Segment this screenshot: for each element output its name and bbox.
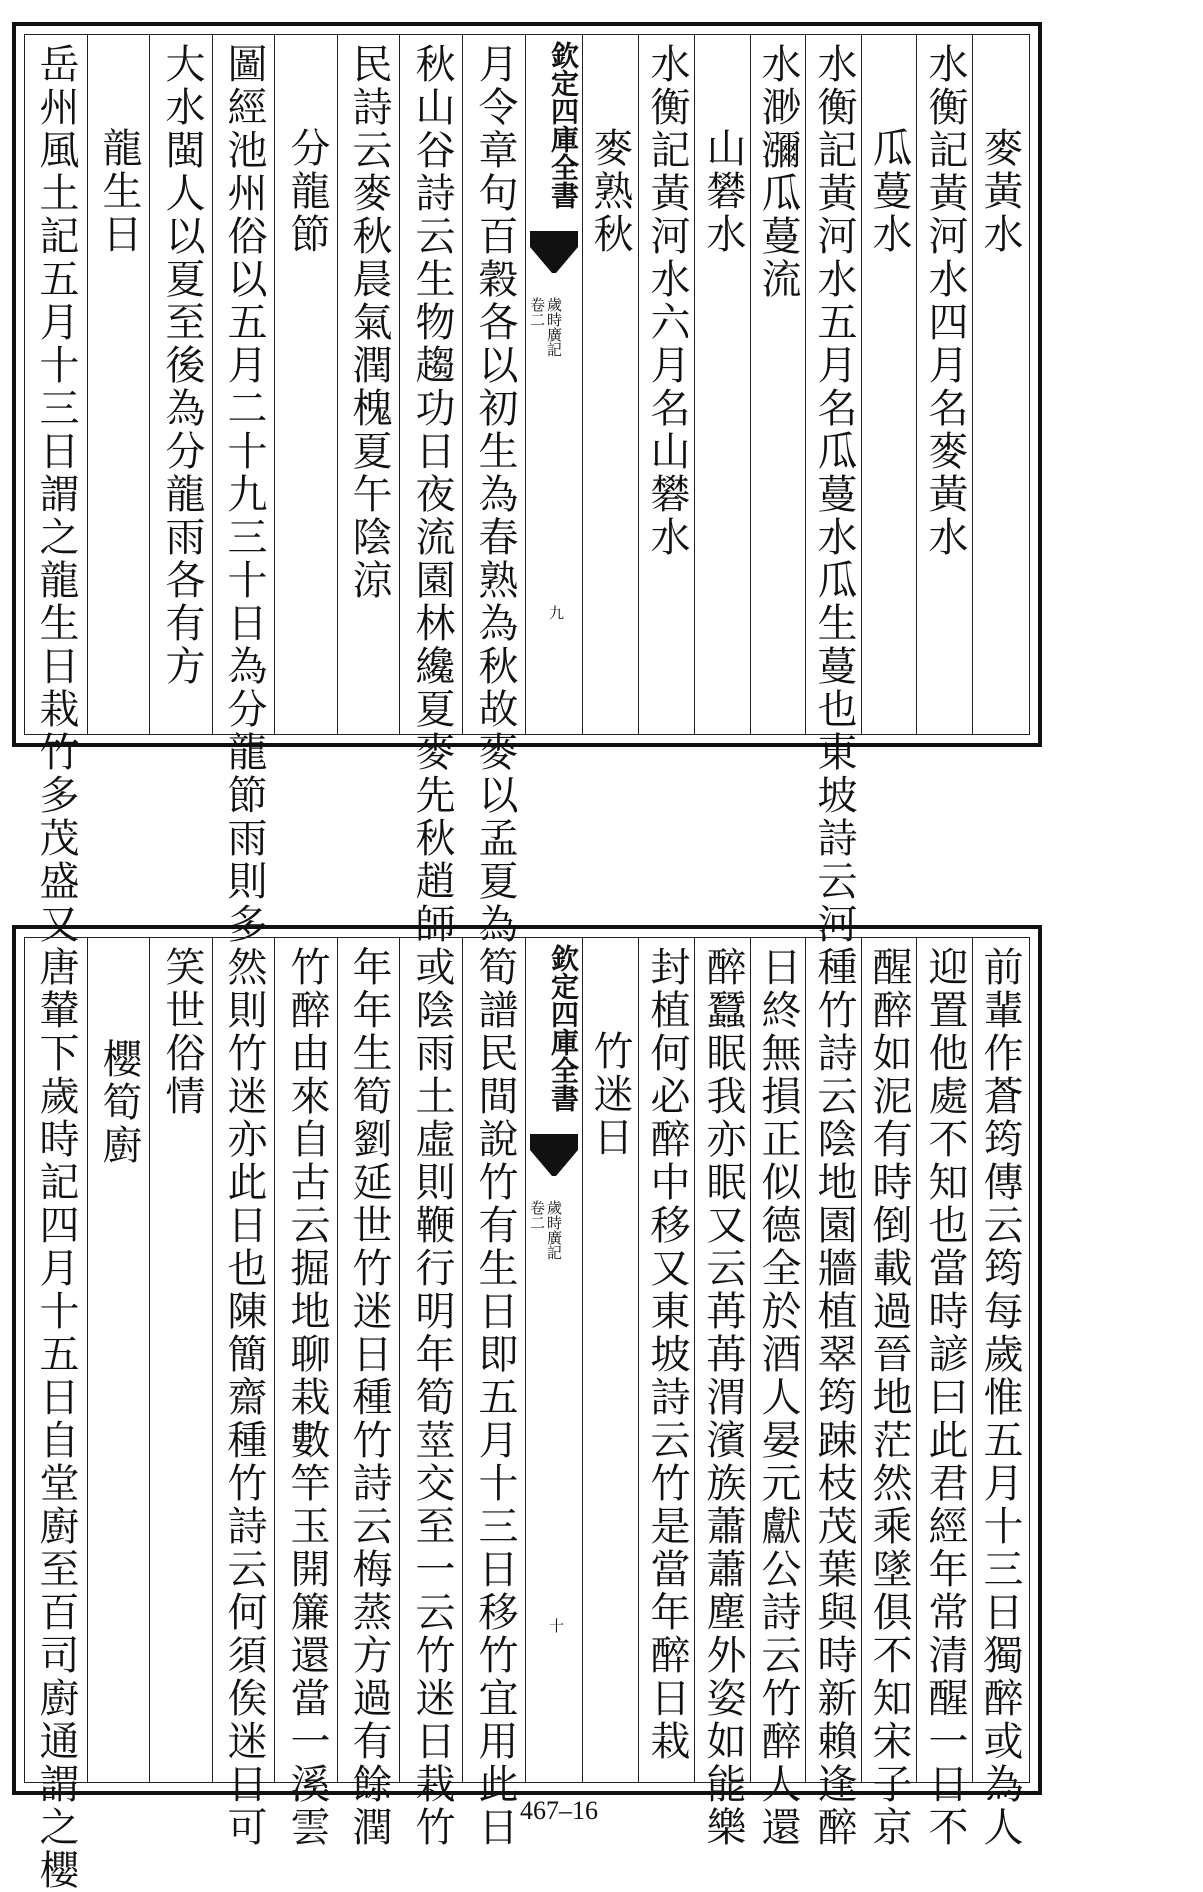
column-text: 然則竹迷亦此日也陳簡齋種竹詩云何須俟迷日可	[221, 946, 267, 1849]
text-column	[462, 938, 525, 1849]
text-column	[337, 938, 399, 1849]
column-text: 竹迷日	[587, 1030, 633, 1159]
text-column	[87, 35, 149, 734]
upper-leaf-frame	[24, 34, 1030, 946]
gutter-leaf-number: 九	[547, 605, 565, 620]
text-column	[805, 35, 861, 946]
column-text: 水衡記黃河水六月名山礬水	[644, 43, 690, 559]
column-text: 水衡記黃河水四月名麥黃水	[922, 43, 968, 559]
column-text: 唐輦下歲時記四月十五日自堂廚至百司廚通謂之櫻	[33, 946, 79, 1892]
text-column	[87, 938, 149, 1782]
column-text: 分龍節	[284, 127, 330, 256]
text-column	[750, 35, 805, 734]
fish-tail-mark	[530, 1134, 578, 1150]
text-column	[212, 35, 274, 946]
column-text: 大水閩人以夏至後為分龍雨各有方	[159, 43, 205, 688]
column-text: 年年生筍劉延世竹迷日種竹詩云梅蒸方過有餘潤	[346, 946, 392, 1849]
column-text: 月令章句百穀各以初生為春熟為秋故麥以孟夏為	[472, 43, 518, 946]
column-text: 山礬水	[700, 127, 746, 256]
upper-leaf	[12, 22, 1042, 946]
text-column	[861, 35, 916, 734]
column-text: 櫻筍廚	[96, 1038, 142, 1167]
text-column	[462, 35, 525, 946]
text-column	[972, 938, 1027, 1849]
column-text: 圖經池州俗以五月二十九三十日為分龍節雨則多	[221, 43, 267, 946]
column-text: 岳州風土記五月十三日謂之龍生日栽竹多茂盛又	[33, 43, 79, 946]
center-gutter	[525, 938, 583, 1782]
text-column	[638, 938, 694, 1782]
text-column	[399, 938, 462, 1849]
column-text: 秋山谷詩云生物趨功日夜流園林纔夏麥先秋趙師	[409, 43, 455, 946]
text-column	[25, 35, 87, 946]
text-column	[274, 938, 337, 1849]
text-column	[694, 35, 750, 734]
gutter-title: 欽定四庫全書	[547, 41, 580, 209]
column-text: 封植何必醉中移又東坡詩云竹是當年醉日栽	[644, 946, 690, 1763]
gutter-volume: 卷二	[528, 297, 546, 327]
gutter-book-title: 歲時廣記	[545, 1200, 563, 1260]
text-column	[638, 35, 694, 734]
column-text: 日終無損正似德全於酒人晏元獻公詩云竹醉人還	[755, 946, 801, 1849]
text-column	[916, 938, 972, 1849]
gutter-leaf-number: 十	[547, 1618, 565, 1633]
column-text: 笑世俗情	[159, 946, 205, 1118]
column-text: 前輩作蒼筠傳云筠每歲惟五月十三日獨醉或為人	[977, 946, 1023, 1849]
column-text: 民詩云麥秋晨氣潤槐夏午陰涼	[346, 43, 392, 602]
gutter-book-title: 歲時廣記	[545, 297, 563, 357]
column-text: 醉蠶眠我亦眠又云苒苒渭濱族蕭蕭塵外姿如能樂	[700, 946, 746, 1849]
text-column	[972, 35, 1027, 734]
column-text: 醒醉如泥有時倒載過晉地茫然乘墜俱不知宋子京	[866, 946, 912, 1849]
column-text: 瓜蔓水	[866, 127, 912, 256]
column-text: 水渺瀰瓜蔓流	[755, 43, 801, 301]
gutter-title: 欽定四庫全書	[547, 944, 580, 1112]
fish-tail-mark	[530, 231, 578, 247]
column-text: 麥黃水	[977, 127, 1023, 256]
column-text: 種竹詩云陰地園牆植翠筠踈枝茂葉與時新賴逢醉	[811, 946, 857, 1849]
text-column	[212, 938, 274, 1849]
column-text: 或陰雨土虛則鞭行明年筍莖交至一云竹迷日栽竹	[409, 946, 455, 1849]
left-half	[25, 938, 525, 1892]
column-text: 龍生日	[96, 127, 142, 256]
text-column	[274, 35, 337, 734]
column-text: 竹醉由來自古云掘地聊栽數竿玉開簾還當一溪雲	[284, 946, 330, 1849]
text-column	[694, 938, 750, 1849]
right-half	[583, 35, 1029, 946]
text-column	[149, 35, 212, 734]
text-column	[583, 938, 638, 1782]
column-text: 麥熟秋	[587, 127, 633, 256]
text-column	[805, 938, 861, 1849]
center-gutter	[525, 35, 583, 734]
right-half	[583, 938, 1029, 1849]
text-column	[25, 938, 87, 1892]
text-column	[337, 35, 399, 734]
left-half	[25, 35, 525, 946]
text-column	[861, 938, 916, 1849]
text-column	[149, 938, 212, 1782]
gutter-volume: 卷二	[528, 1200, 546, 1230]
text-column	[916, 35, 972, 734]
text-column	[750, 938, 805, 1849]
page-number: 467–16	[520, 1796, 598, 1825]
text-column	[583, 35, 638, 734]
column-text: 迎置他處不知也當時諺曰此君經年常清醒一日不	[922, 946, 968, 1849]
text-column	[399, 35, 462, 946]
column-text: 水衡記黃河水五月名瓜蔓水瓜生蔓也東坡詩云河	[811, 43, 857, 946]
column-text: 筍譜民間說竹有生日即五月十三日移竹宜用此日	[472, 946, 518, 1849]
